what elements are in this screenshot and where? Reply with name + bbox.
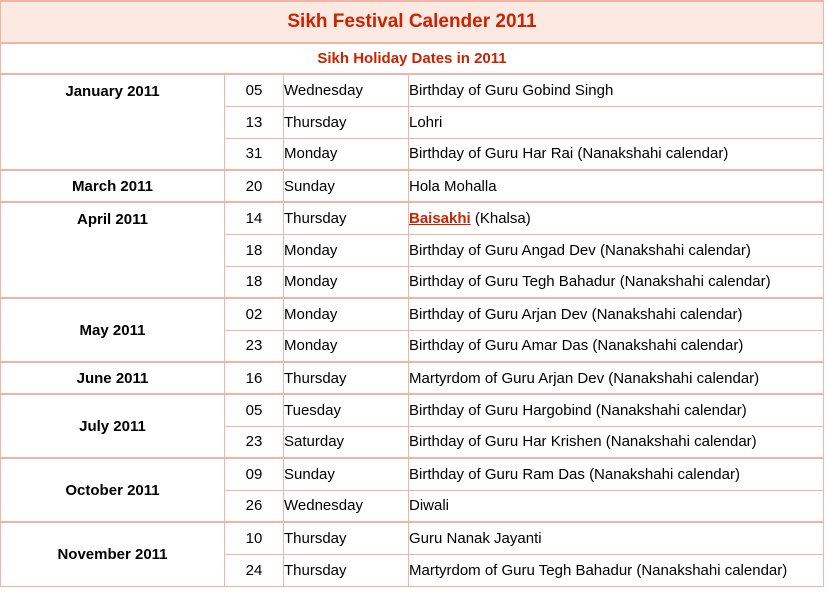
event-cell: Birthday of Guru Angad Dev (Nanakshahi calendar)	[409, 234, 824, 266]
table-subtitle: Sikh Holiday Dates in 2011	[1, 43, 824, 74]
event-cell: Hola Mohalla	[409, 170, 824, 202]
month-cell-march: March 2011	[1, 170, 225, 202]
day-cell: 14	[225, 202, 284, 234]
event-cell: Birthday of Guru Har Rai (Nanakshahi calendar)	[409, 138, 824, 170]
weekday-cell: Sunday	[284, 458, 409, 490]
event-cell: Birthday of Guru Gobind Singh	[409, 74, 824, 106]
day-cell: 02	[225, 298, 284, 330]
table-row	[1, 522, 824, 554]
month-cell-october: October 2011	[1, 458, 225, 522]
weekday-cell: Wednesday	[284, 74, 409, 106]
month-cell-june: June 2011	[1, 362, 225, 394]
weekday-cell: Thursday	[284, 106, 409, 138]
month-cell-april: April 2011	[1, 202, 225, 298]
table-row	[1, 202, 824, 234]
weekday-cell: Tuesday	[284, 394, 409, 426]
event-cell: Birthday of Guru Hargobind (Nanakshahi calendar)	[409, 394, 824, 426]
month-cell-july: July 2011	[1, 394, 225, 458]
weekday-cell: Thursday	[284, 522, 409, 554]
day-cell: 09	[225, 458, 284, 490]
table-row	[1, 74, 824, 106]
weekday-cell: Thursday	[284, 362, 409, 394]
month-cell-november: November 2011	[1, 522, 225, 586]
event-cell: Guru Nanak Jayanti	[409, 522, 824, 554]
event-cell	[409, 202, 824, 234]
table-row	[1, 298, 824, 330]
weekday-cell: Monday	[284, 298, 409, 330]
month-cell-january: January 2011	[1, 74, 225, 170]
weekday-cell: Monday	[284, 138, 409, 170]
weekday-cell: Monday	[284, 266, 409, 298]
day-cell: 24	[225, 554, 284, 586]
weekday-cell: Thursday	[284, 202, 409, 234]
weekday-cell: Sunday	[284, 170, 409, 202]
day-cell: 05	[225, 74, 284, 106]
day-cell: 16	[225, 362, 284, 394]
weekday-cell: Monday	[284, 234, 409, 266]
event-cell: Martyrdom of Guru Tegh Bahadur (Nanakshahi calendar)	[409, 554, 824, 586]
event-cell: Birthday of Guru Amar Das (Nanakshahi calendar)	[409, 330, 824, 362]
weekday-cell: Saturday	[284, 426, 409, 458]
event-cell: Martyrdom of Guru Arjan Dev (Nanakshahi calendar)	[409, 362, 824, 394]
day-cell: 18	[225, 234, 284, 266]
page-title: Sikh Festival Calender 2011	[1, 1, 824, 43]
day-cell: 05	[225, 394, 284, 426]
baisakhi-link[interactable]: Baisakhi	[409, 209, 471, 227]
event-cell: Birthday of Guru Har Krishen (Nanakshahi calendar)	[409, 426, 824, 458]
day-cell: 23	[225, 426, 284, 458]
event-cell: Birthday of Guru Ram Das (Nanakshahi calendar)	[409, 458, 824, 490]
event-cell: Birthday of Guru Arjan Dev (Nanakshahi calendar)	[409, 298, 824, 330]
weekday-cell: Thursday	[284, 554, 409, 586]
event-cell: Diwali	[409, 490, 824, 522]
event-suffix: (Khalsa)	[470, 209, 531, 227]
day-cell: 23	[225, 330, 284, 362]
day-cell: 31	[225, 138, 284, 170]
event-cell: Birthday of Guru Tegh Bahadur (Nanakshahi calendar)	[409, 266, 824, 298]
event-cell: Lohri	[409, 106, 824, 138]
day-cell: 18	[225, 266, 284, 298]
day-cell: 10	[225, 522, 284, 554]
day-cell: 13	[225, 106, 284, 138]
table-row	[1, 394, 824, 426]
weekday-cell: Monday	[284, 330, 409, 362]
day-cell: 26	[225, 490, 284, 522]
table-row	[1, 458, 824, 490]
month-cell-may: May 2011	[1, 298, 225, 362]
table-row	[1, 362, 824, 394]
weekday-cell: Wednesday	[284, 490, 409, 522]
table-row	[1, 170, 824, 202]
day-cell: 20	[225, 170, 284, 202]
